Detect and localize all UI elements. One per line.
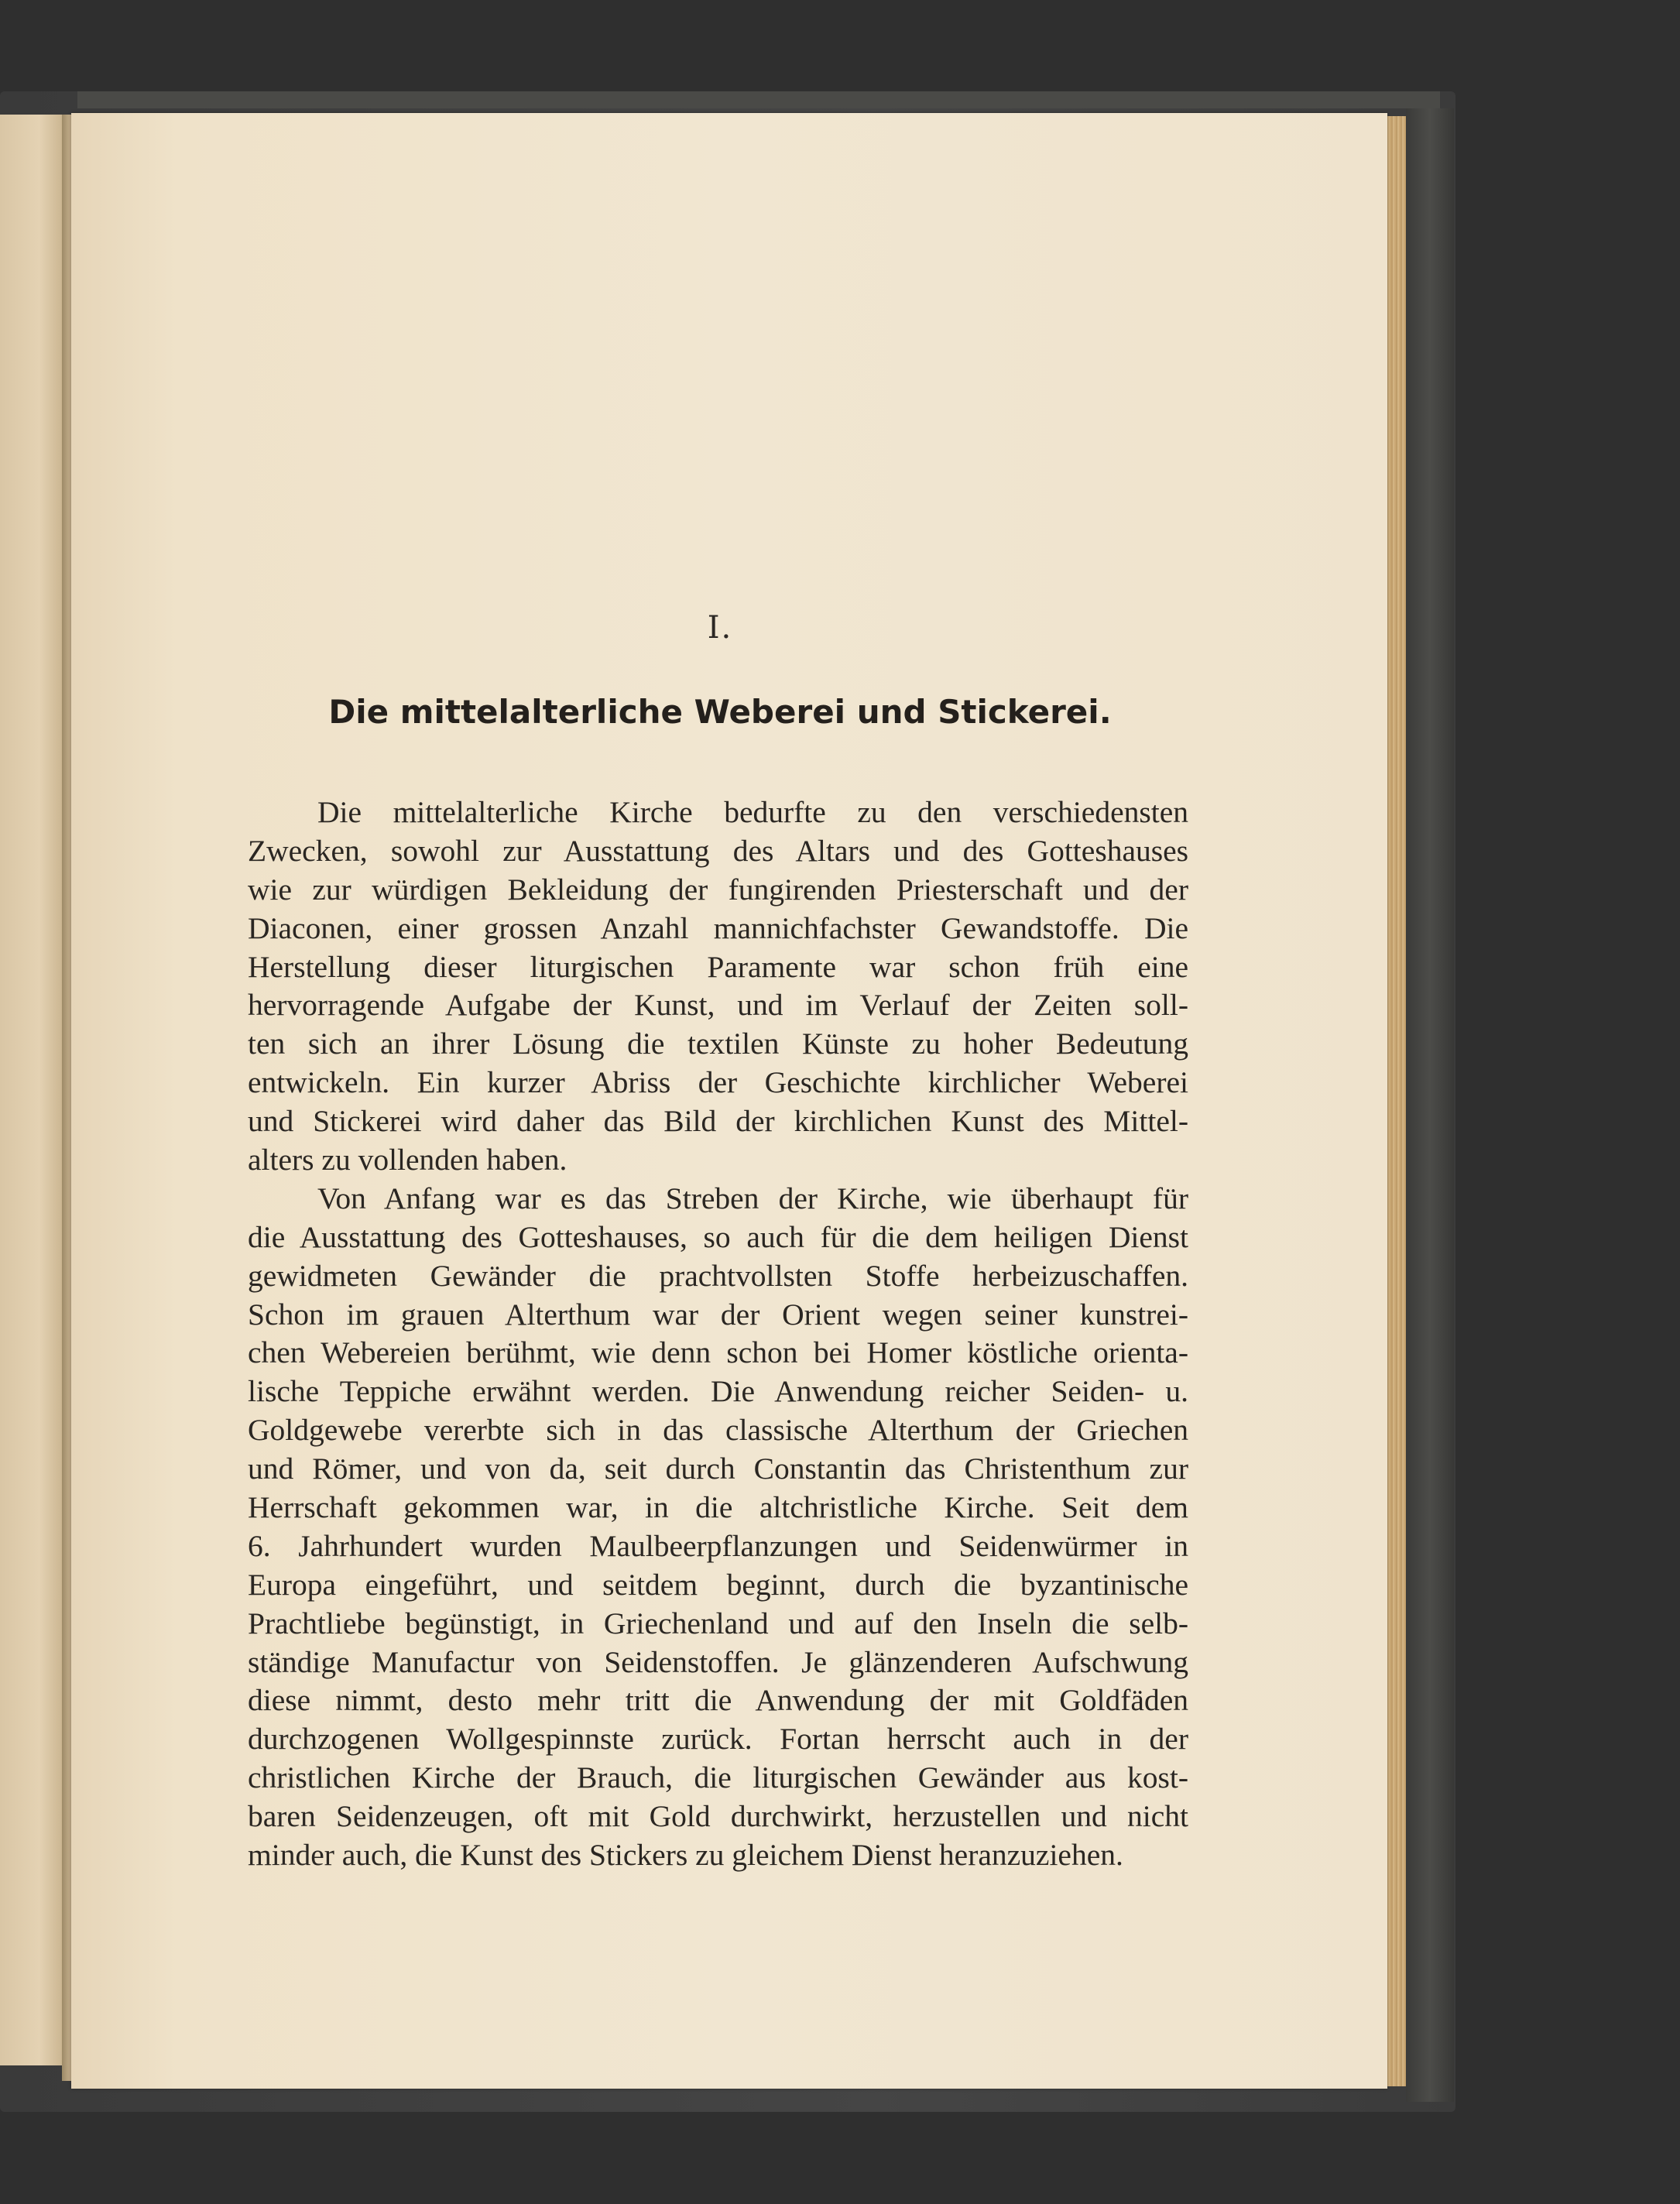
text-line: hervorragende Aufgabe der Kunst, und im Verlauf der Zeiten soll- (248, 988, 1188, 1023)
text-line: diese nimmt, desto mehr tritt die Anwendung der mit Goldfäden (248, 1683, 1188, 1718)
body-text (248, 794, 1188, 1875)
text-line: baren Seidenzeugen, oft mit Gold durchwirkt, herzustellen und nicht (248, 1799, 1188, 1834)
chapter-title: Die mittelalterliche Weberei und Stickerei. (328, 693, 1112, 731)
text-line: Zwecken, sowohl zur Ausstattung des Altars und des Gotteshauses (248, 833, 1188, 868)
text-line: 6. Jahrhundert wurden Maulbeerpflanzungen und Seidenwürmer in (248, 1528, 1188, 1563)
text-line: und Römer, und von da, seit durch Constantin das Christenthum zur (248, 1452, 1188, 1486)
text-line: die Ausstattung des Gotteshauses, so auch für die dem heiligen Dienst (248, 1219, 1188, 1254)
text-line: wie zur würdigen Bekleidung der fungirenden Priesterschaft und der (248, 872, 1188, 907)
left-page (0, 115, 71, 2065)
text-line: durchzogenen Wollgespinnste zurück. Fortan herrscht auch in der (248, 1722, 1188, 1757)
text-line: ständige Manufactur von Seidenstoffen. Je glänzenderen Aufschwung (248, 1644, 1188, 1679)
text-line: und Stickerei wird daher das Bild der kirchlichen Kunst des Mittel- (248, 1104, 1188, 1139)
text-line: christlichen Kirche der Brauch, die liturgischen Gewänder aus kost- (248, 1760, 1188, 1795)
text-line: gewidmeten Gewänder die prachtvollsten Stoffe herbeizuschaffen. (248, 1258, 1188, 1293)
text-line: Diaconen, einer grossen Anzahl mannichfachster Gewandstoffe. Die (248, 910, 1188, 945)
text-line: Herstellung dieser liturgischen Paramente war schon früh eine (248, 949, 1188, 984)
text-line: Von Anfang war es das Streben der Kirche, wie überhaupt für (317, 1181, 1188, 1215)
text-line: ten sich an ihrer Lösung die textilen Künste zu hoher Bedeutung (248, 1027, 1188, 1061)
cover-edge-right (1406, 108, 1454, 2102)
text-line: Herrschaft gekommen war, in die altchristliche Kirche. Seit dem (248, 1490, 1188, 1525)
text-line: Prachtliebe begünstigt, in Griechenland und auf den Inseln die selb- (248, 1606, 1188, 1640)
text-line: Europa eingeführt, und seitdem beginnt, durch die byzantinische (248, 1567, 1188, 1602)
text-line: alters zu vollenden haben. (248, 1143, 567, 1177)
chapter-number: I. (707, 610, 733, 646)
text-line: Schon im grauen Alterthum war der Orient wegen seiner kunstrei- (248, 1297, 1188, 1332)
text-line: entwickeln. Ein kurzer Abriss der Geschichte kirchlicher Weberei (248, 1065, 1188, 1100)
text-line: Die mittelalterliche Kirche bedurfte zu den verschiedensten (317, 795, 1188, 829)
text-line: minder auch, die Kunst des Stickers zu gleichem Dienst heranzuziehen. (248, 1838, 1123, 1873)
text-line: Goldgewebe vererbte sich in das classische Alterthum der Griechen (248, 1413, 1188, 1448)
page-edges (1386, 116, 1406, 2086)
text-line: chen Webereien berühmt, wie denn schon bei Homer köstliche orienta- (248, 1335, 1188, 1370)
text-line: lische Teppiche erwähnt werden. Die Anwendung reicher Seiden- u. (248, 1374, 1188, 1409)
cover-top-edge (77, 91, 1440, 108)
